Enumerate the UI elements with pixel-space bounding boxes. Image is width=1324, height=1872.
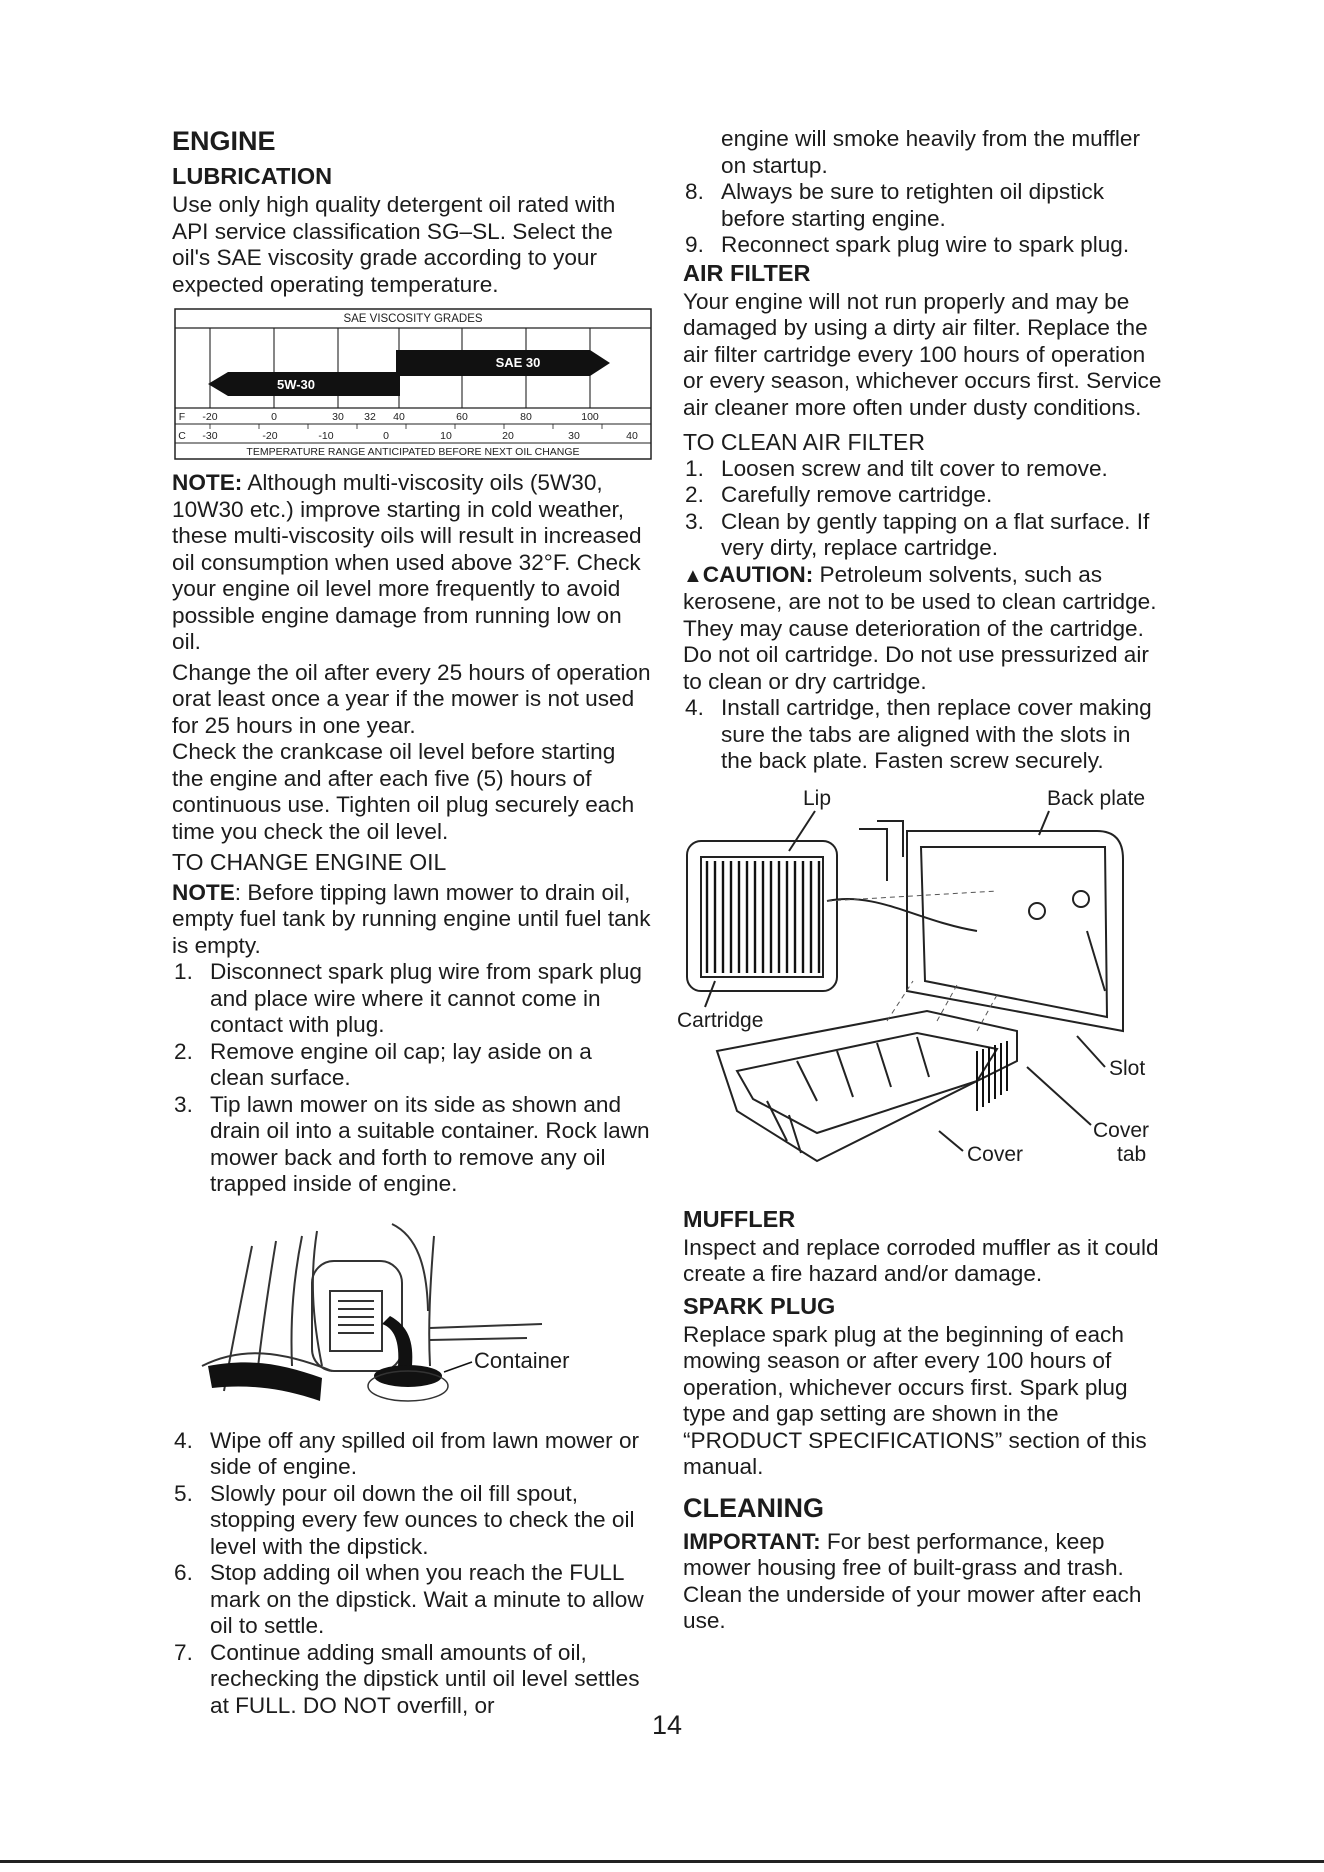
c-tick: 30 xyxy=(568,430,580,442)
oil-change-paragraph: Change the oil after every 25 hours of operation orat least once a year if the mower is not used for 25 hours in one year. xyxy=(172,659,651,738)
c-tick: -10 xyxy=(318,430,334,442)
oil-change-steps xyxy=(172,959,652,1198)
viscosity-chart-title: SAE VISCOSITY GRADES xyxy=(343,313,483,325)
clean-filter-steps xyxy=(683,456,1163,562)
oil-check-paragraph: Check the crankcase oil level before starting the engine and after each five (5) hours of continuous use. Tighten oil plug securely each time you check the oil level. xyxy=(172,739,635,844)
container-label: Container xyxy=(474,1347,570,1373)
list-item: 2. Carefully remove cartridge. xyxy=(685,482,993,507)
caution-label: CAUTION: xyxy=(702,561,814,587)
to-change-oil-heading: TO CHANGE ENGINE OIL xyxy=(172,849,447,875)
list-item: 4. Wipe off any spilled oil from lawn mower or side of engine. xyxy=(174,1427,640,1479)
important-label: IMPORTANT: xyxy=(683,1528,821,1554)
slot-label: Slot xyxy=(1109,1056,1146,1080)
viscosity-chart-footer: TEMPERATURE RANGE ANTICIPATED BEFORE NEXT OIL CHANGE xyxy=(246,446,580,458)
back-plate-label: Back plate xyxy=(1047,786,1146,810)
spark-plug-heading: SPARK PLUG xyxy=(683,1292,836,1319)
c-tick: 20 xyxy=(502,430,514,442)
f-scale-label: F xyxy=(178,411,186,423)
caution-text: Petroleum solvents, such as kerosene, are not to be used to clean cartridge. They may cause deterioration of the cartridge. Do not oil cartridge. Do not use pressurized air to clean or dry cartridge. xyxy=(683,561,1157,694)
bottom-rule xyxy=(0,1860,1324,1863)
note-label: NOTE: xyxy=(172,470,243,495)
page-number: 14 xyxy=(652,1710,683,1740)
c-tick: 10 xyxy=(440,430,452,442)
c-tick: -20 xyxy=(262,430,278,442)
list-item: 7. Continue adding small amounts of oil, rechecking the dipstick until oil level settles at FULL. DO NOT overfill, or xyxy=(174,1639,640,1718)
sae30-label: SAE 30 xyxy=(495,355,541,370)
oil-drain-illustration xyxy=(172,1216,652,1416)
note-paragraph xyxy=(172,470,652,656)
f-tick: 30 xyxy=(332,411,344,423)
f-tick: 60 xyxy=(456,411,468,423)
cover-tab-label-line2: tab xyxy=(1117,1142,1147,1166)
warning-icon: ▲ xyxy=(683,564,703,587)
list-item: 1. Disconnect spark plug wire from spark plug and place wire where it cannot come in contact with plug. xyxy=(174,959,642,1037)
f-tick: 32 xyxy=(364,411,376,423)
note-label: NOTE xyxy=(172,879,235,905)
list-item: 8. Always be sure to retighten oil dipstick before starting engine. xyxy=(685,179,1105,231)
important-text: For best performance, keep mower housing free of built-grass and trash. Clean the underside of your mower after each use. xyxy=(683,1528,1142,1633)
f-tick: 0 xyxy=(271,411,277,423)
c-tick: -30 xyxy=(202,430,218,442)
cover-label: Cover xyxy=(967,1142,1024,1166)
note-text: : Before tipping lawn mower to drain oil, empty fuel tank by running engine until fuel tank is empty. xyxy=(172,879,651,958)
caution-paragraph xyxy=(683,562,1163,696)
f-tick: 40 xyxy=(393,411,405,423)
air-filter-heading: AIR FILTER xyxy=(683,259,811,286)
install-filter-steps xyxy=(683,695,1163,775)
list-item: 3. Tip lawn mower on its side as shown and drain oil into a suitable container. Rock lawn mower back and forth to remove any oil trapped inside of engine. xyxy=(174,1091,650,1196)
list-item: 5. Slowly pour oil down the oil fill spout, stopping every few ounces to check the oil level with the dipstick. xyxy=(174,1480,635,1559)
f-tick: -20 xyxy=(202,411,218,423)
tip-note-paragraph xyxy=(172,880,652,960)
air-filter-paragraph: Your engine will not run properly and may be damaged by using a dirty air filter. Replace the air filter cartridge every 100 hours of operation or every season, whichever occurs first. Service air cleaner more often under dusty conditions. xyxy=(683,288,1162,420)
c-scale-label: C xyxy=(178,430,186,442)
list-item: 1. Loosen screw and tilt cover to remove. xyxy=(685,455,1108,481)
right-column xyxy=(677,126,1163,1635)
note-text: Although multi-viscosity oils (5W30, 10W30 etc.) improve starting in cold weather, these multi-viscosity oils will result in increased oil consumption when used above 32°F. Check your engine oil level more frequently to avoid possible engine damage from running low on oil. xyxy=(172,470,642,654)
list-item: 4. Install cartridge, then replace cover making sure the tabs are aligned with the slots in the back plate. Fasten screw securely. xyxy=(685,695,1152,773)
muffler-heading: MUFFLER xyxy=(683,1205,796,1232)
engine-heading: ENGINE xyxy=(172,126,276,156)
cover-tab-label-line1: Cover xyxy=(1093,1118,1150,1142)
oil-final-steps xyxy=(683,179,1163,259)
f-tick: 100 xyxy=(581,411,599,423)
sae-viscosity-chart xyxy=(174,308,652,460)
lubrication-intro: Use only high quality detergent oil rated with API service classification SG–SL. Select the oil's SAE viscosity grade according to your expected operating temperature. xyxy=(172,192,616,297)
c-tick: 0 xyxy=(383,430,389,442)
c-tick: 40 xyxy=(626,430,638,442)
muffler-paragraph: Inspect and replace corroded muffler as it could create a fire hazard and/or damage. xyxy=(683,1234,1159,1286)
continued-text: engine will smoke heavily from the muffler on startup. xyxy=(721,126,1140,178)
left-column xyxy=(172,126,652,1719)
clean-air-filter-heading: TO CLEAN AIR FILTER xyxy=(683,429,925,455)
spark-plug-paragraph: Replace spark plug at the beginning of each mowing season or after every 100 hours of operation, whichever occurs first. Spark plug type and gap setting are shown in the “PRODUCT SPECIFICATIONS” section of this manual. xyxy=(683,1321,1147,1479)
list-item: 3. Clean by gently tapping on a flat surface. If very dirty, replace cartridge. xyxy=(685,508,1150,560)
important-paragraph xyxy=(683,1529,1163,1635)
lubrication-heading: LUBRICATION xyxy=(172,163,333,189)
f-tick: 80 xyxy=(520,411,532,423)
cartridge-label: Cartridge xyxy=(677,1008,764,1032)
air-filter-illustration xyxy=(677,781,1157,1201)
list-item: 9. Reconnect spark plug wire to spark plug. xyxy=(685,232,1130,257)
5w30-label: 5W-30 xyxy=(276,377,316,392)
cleaning-heading: CLEANING xyxy=(683,1492,824,1523)
list-item: 2. Remove engine oil cap; lay aside on a clean surface. xyxy=(174,1038,592,1090)
list-item: 6. Stop adding oil when you reach the FULL mark on the dipstick. Wait a minute to allow oil to settle. xyxy=(174,1560,644,1638)
oil-refill-steps xyxy=(172,1428,652,1720)
lip-label: Lip xyxy=(803,786,832,810)
